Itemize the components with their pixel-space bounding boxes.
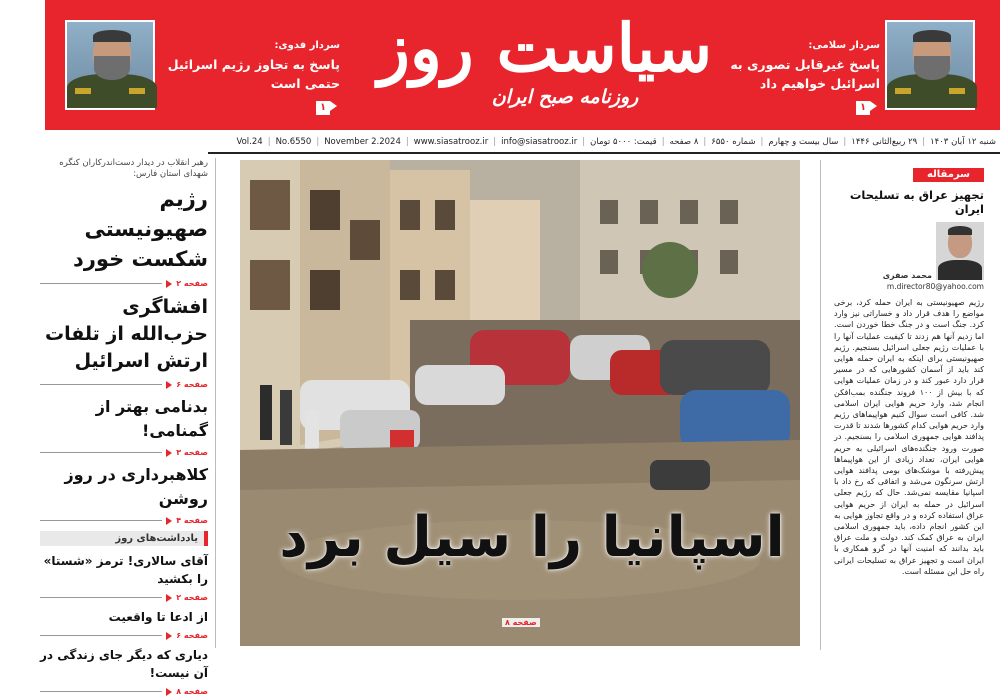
- page-ref[interactable]: [40, 687, 208, 696]
- page-ref-label: صفحه ۲: [176, 593, 208, 602]
- fadavi-portrait: [65, 20, 155, 110]
- issue-number-english: No.6550: [275, 137, 312, 147]
- date-persian: شنبه ۱۲ آبان ۱۴۰۳: [930, 137, 996, 147]
- arrow-icon: [330, 101, 337, 111]
- salami-portrait: [885, 20, 975, 110]
- year-label: سال بیست و چهارم: [768, 137, 839, 147]
- page-ref-label: صفحه ۶: [176, 380, 208, 389]
- column-divider: [820, 160, 821, 650]
- note-title[interactable]: از ادعا تا واقعیت: [108, 610, 208, 624]
- page-ref[interactable]: [40, 448, 208, 457]
- photo-illustration: [240, 160, 800, 646]
- arrow-icon: [166, 594, 172, 602]
- issue-info-strip: شنبه ۱۲ آبان ۱۴۰۳ | ۲۹ ربیع‌الثانی ۱۴۴۶ | سال بیست و چهارم | شماره ۶۵۵۰ | ۸ صفحه | قیمت: ۵۰۰۰ تومان | info@siasatrooz.ir | www.siasatrooz.ir | November 2.2024 | No.6550 | Vol.24: [210, 134, 1000, 150]
- arrow-icon: [166, 280, 172, 288]
- arrow-icon: [870, 101, 877, 111]
- editorial-column: [834, 162, 984, 653]
- editorial-tag: سرمقاله: [913, 168, 984, 182]
- date-hijri: ۲۹ ربیع‌الثانی ۱۴۴۶: [851, 137, 918, 147]
- left-column: [39, 158, 208, 696]
- note-title[interactable]: دیاری که دیگر جای زندگی در آن نیست!: [39, 648, 208, 680]
- price: قیمت: ۵۰۰۰ تومان: [590, 137, 657, 147]
- column-divider: [215, 158, 216, 648]
- main-headline[interactable]: اسپانیا را سیل برد: [279, 505, 785, 570]
- issue-number: شماره ۶۵۵۰: [711, 137, 756, 147]
- editorial-body: رژیم صهیونیستی به ایران حمله کرد، برخی مواضع را هدف قرار داد و خساراتی نیز وارد کرد. جنگ است و در جنگ خطا خوردن است. اما زدیم آنها هم زدند تا کیفیت عملیات آنها را با عملیات رژیم جعلی اسرائیل بسنجیم. رژیم صهیونیستی برای اینکه به ایران حمله هوایی کند باید از آسمان کشورهایی که در مسیر قرار دارد عبور کند و در زمان عملیات هوایی که با بیش از ۱۰۰ فروند جنگنده بمب‌افکن انجام شد، وارد حریم هوایی ایران اسلامی شد. کافی است سوال کنیم هواپیماهای رژیم وارد حریم هوایی کدام کشورها شدند تا قدرت پدافند هوایی جمهوری اسلامی را بسنجیم. در صورت ورود جنگنده‌های اسرائیلی به حریم هوایی ایران، تعداد زیادی از این هواپیماها پیش‌رفته با موشک‌های بومی پدافند هوایی ارتش سرنگون می‌شد و اتفاقی که رخ داد با اسپانیا مقایسه نمی‌شد. حال که رژیم جعلی اسرائیل در حمله به ایران از حریم هوایی عراق استفاده کرده و در واقع تجاوز هوایی به این کشور انجام داده، باید جمهوری اسلامی ایران به عراق کمک کند. دولت و ملت عراق باید بدانند که امنیت آنها در گرو همکاری با ایران است و تجهیز عراق به تسلیحات ایرانی راه حل این مسئله است.: [834, 298, 985, 576]
- arrow-icon: [166, 381, 172, 389]
- story-headline[interactable]: افشاگری حزب‌الله از تلفات ارتش اسرائیل: [44, 296, 208, 372]
- page-ref-label[interactable]: صفحه ۸: [502, 618, 540, 627]
- page-ref-label: صفحه ۲: [176, 279, 208, 288]
- date-english: November 2.2024: [324, 137, 401, 147]
- story-headline[interactable]: بدنامی بهتر از گمنامی!: [95, 397, 208, 440]
- flood-street-photo[interactable]: [240, 160, 800, 646]
- story-headline[interactable]: کلاهبرداری در روز روشن: [64, 465, 208, 508]
- page-ref-label: صفحه ۶: [176, 631, 208, 640]
- story-headline[interactable]: رژیم صهیونیستی شکست خورد: [73, 187, 208, 271]
- right-quote[interactable]: [705, 40, 880, 115]
- page-ref-label: صفحه ۴: [176, 516, 208, 525]
- arrow-icon: [166, 688, 172, 696]
- page-ref-label: صفحه ۸: [176, 687, 208, 696]
- author-name: محمد صفری: [882, 271, 932, 280]
- quote-speaker: سردار سلامی:: [808, 40, 880, 51]
- quote-text: پاسخ غیرقابل تصوری به اسرائیل خواهیم داد: [730, 57, 880, 91]
- page-count: ۸ صفحه: [669, 137, 699, 147]
- volume: Vol.24: [236, 137, 263, 147]
- masthead: [45, 0, 1000, 130]
- page-ref[interactable]: [40, 593, 208, 602]
- page-ref[interactable]: [40, 631, 208, 640]
- quote-text: پاسخ به تجاوز رژیم اسرائیل حتمی است: [167, 57, 340, 91]
- page-ref[interactable]: [40, 516, 208, 525]
- email-link[interactable]: info@siasatrooz.ir: [501, 137, 578, 147]
- arrow-icon: [166, 517, 172, 525]
- left-quote[interactable]: [165, 40, 340, 115]
- story-kicker: رهبر انقلاب در دیدار دست‌اندرکاران کنگره شهدای استان فارس:: [59, 158, 208, 179]
- divider: [208, 152, 1000, 154]
- arrow-icon: [166, 632, 172, 640]
- notes-section-header: یادداشت‌های روز: [40, 531, 208, 546]
- author-email[interactable]: m.director80@yahoo.com: [886, 282, 984, 291]
- page-number: ۱: [856, 101, 870, 115]
- page-ref[interactable]: [40, 380, 208, 389]
- editorial-title[interactable]: تجهیز عراق به تسلیحات ایران: [849, 188, 984, 216]
- arrow-icon: [166, 449, 172, 457]
- website-link[interactable]: www.siasatrooz.ir: [413, 137, 489, 147]
- page-ref[interactable]: [40, 279, 208, 288]
- page-number: ۱: [316, 101, 330, 115]
- note-title[interactable]: آقای سالاری! ترمز «شستا» را بکشید: [43, 554, 208, 586]
- author-box: [834, 222, 984, 280]
- newspaper-logo[interactable]: سیاست روز: [377, 9, 713, 87]
- author-avatar: [936, 222, 984, 280]
- page-ref-label: صفحه ۳: [176, 448, 208, 457]
- quote-speaker: سردار فدوی:: [274, 40, 340, 51]
- newspaper-subtitle: روزنامه صبح ایران: [491, 86, 639, 108]
